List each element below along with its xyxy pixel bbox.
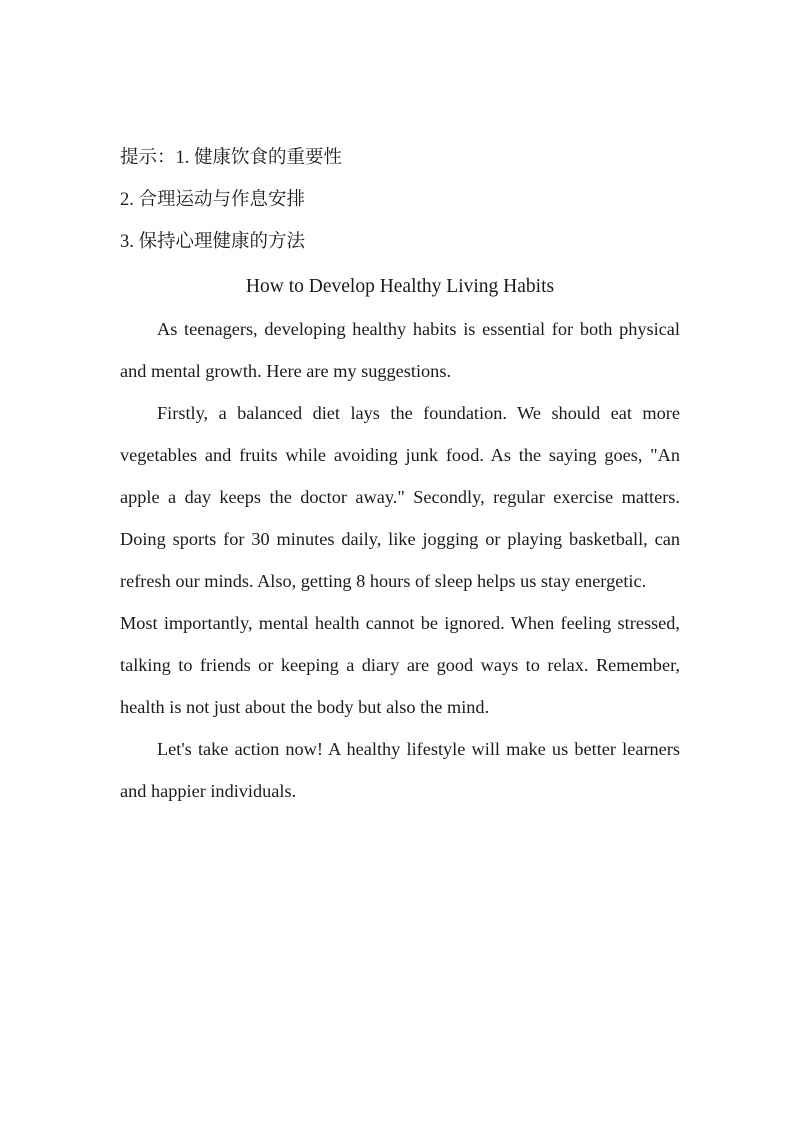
paragraph-4 (120, 728, 680, 812)
paragraph-1-line-1: As teenagers, developing healthy habits is essential for both physical (157, 319, 680, 339)
essay-body (120, 308, 680, 812)
paragraph-1-line-2: and mental growth. Here are my suggestions. (120, 361, 452, 381)
paragraph-2-line-2: vegetables and fruits while avoiding junk food. As the saying goes, "An (120, 445, 680, 465)
paragraph-2 (120, 392, 680, 602)
paragraph-2-line-4: Doing sports for 30 minutes daily, like jogging or playing basketball, can (120, 529, 680, 549)
paragraph-4-line-2: and happier individuals. (120, 781, 297, 801)
paragraph-2-line-5: refresh our minds. Also, getting 8 hours of sleep helps us stay energetic. (120, 571, 647, 591)
prompt-line-3: 3. 保持心理健康的方法 (120, 232, 306, 252)
prompt-line-1: 提示：1. 健康饮食的重要性 (120, 148, 343, 168)
paragraph-3 (120, 602, 680, 728)
paragraph-3-line-1: Most importantly, mental health cannot be ignored. When feeling stressed, (120, 613, 680, 633)
paragraph-2-line-1: Firstly, a balanced diet lays the foundation. We should eat more (157, 403, 680, 423)
prompt-line-2: 2. 合理运动与作息安排 (120, 190, 306, 210)
paragraph-1 (120, 308, 680, 392)
prompt-section (120, 137, 680, 263)
paragraph-3-line-2: talking to friends or keeping a diary are good ways to relax. Remember, (120, 655, 680, 675)
paragraph-3-line-3: health is not just about the body but also the mind. (120, 697, 490, 717)
paragraph-2-line-3: apple a day keeps the doctor away." Secondly, regular exercise matters. (120, 487, 680, 507)
essay-title: How to Develop Healthy Living Habits (245, 276, 555, 297)
paragraph-4-line-1: Let's take action now! A healthy lifestyle will make us better learners (157, 739, 680, 759)
